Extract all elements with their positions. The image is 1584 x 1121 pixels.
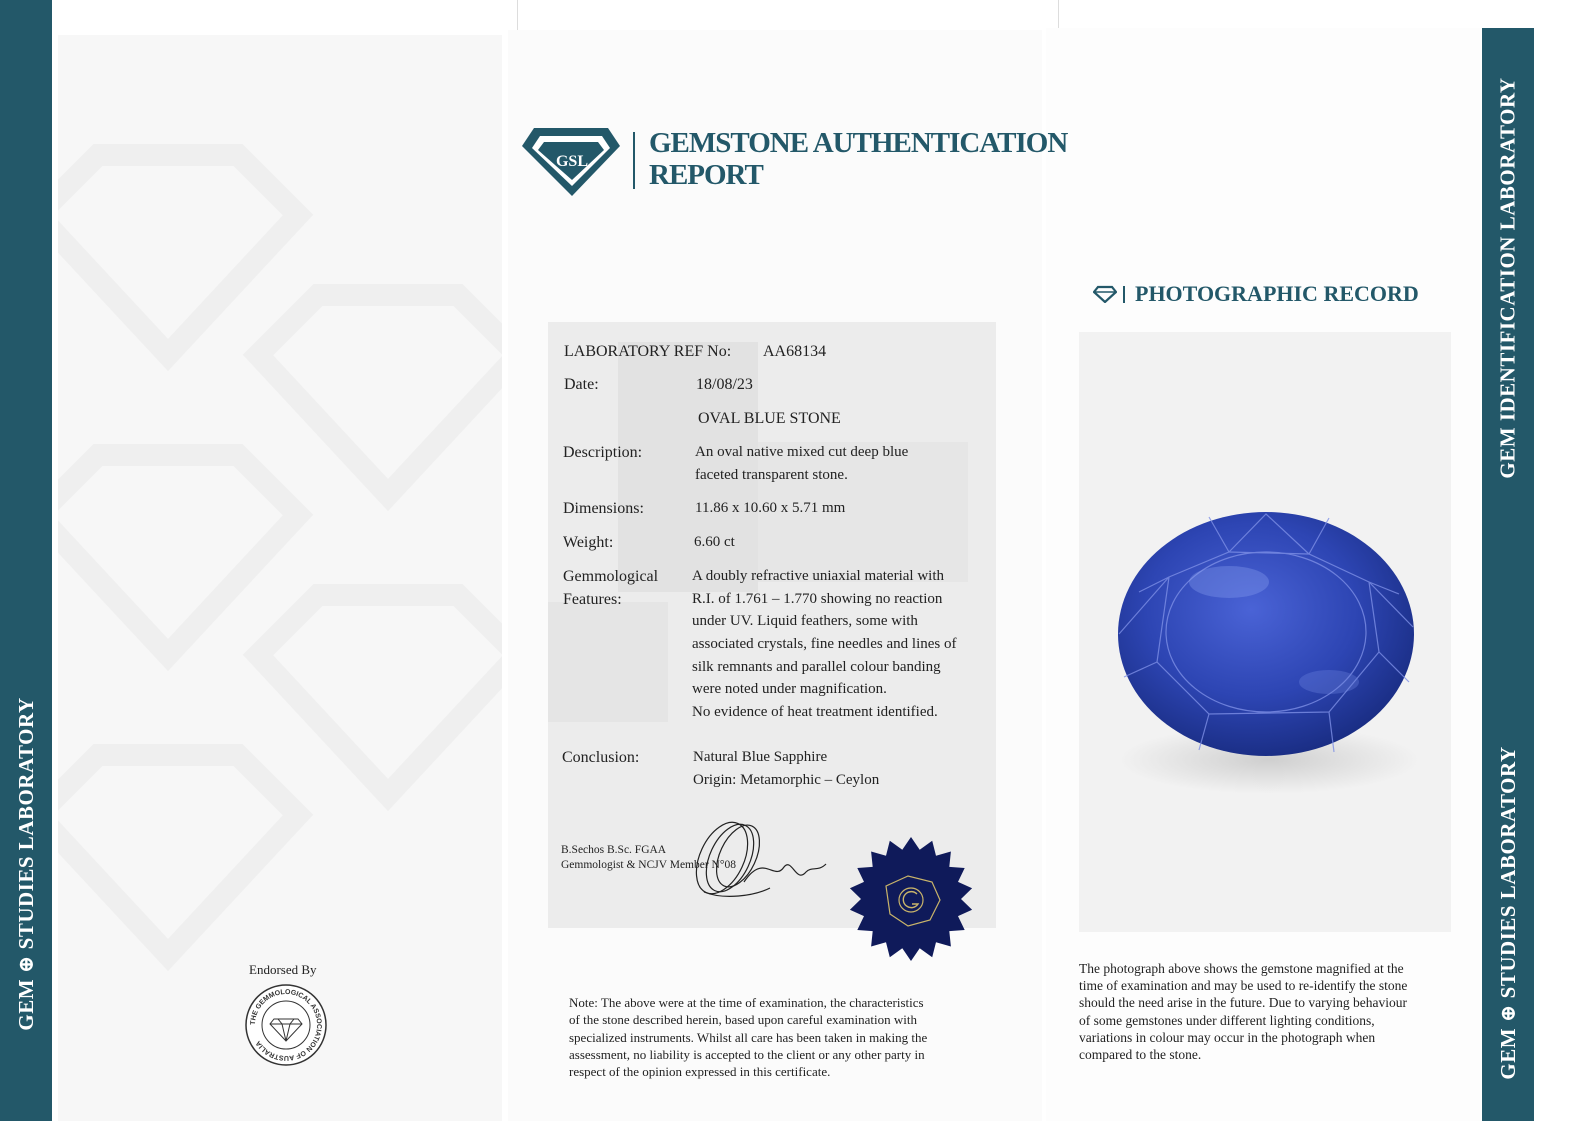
date-value: 18/08/23 bbox=[696, 376, 753, 393]
dimensions-value: 11.86 x 10.60 x 5.71 mm bbox=[695, 500, 846, 516]
features-line: under UV. Liquid feathers, some with bbox=[692, 613, 918, 629]
note-line: respect of the opinion expressed in this certificate. bbox=[569, 1064, 831, 1080]
caption-line: compared to the stone. bbox=[1079, 1047, 1202, 1063]
endorsed-label: Endorsed By bbox=[249, 962, 317, 977]
weight-label: Weight: bbox=[563, 534, 614, 551]
description-label: Description: bbox=[563, 444, 643, 461]
caption-line: variations in colour may occur in the photograph when bbox=[1079, 1029, 1376, 1045]
right-spine-text-bottom: GEM ⊕ STUDIES LABORATORY bbox=[1496, 746, 1520, 1080]
ref-value: AA68134 bbox=[763, 343, 827, 360]
report-title-line2: REPORT bbox=[649, 159, 763, 191]
left-spine-text: GEM ⊕ STUDIES LABORATORY bbox=[14, 697, 38, 1031]
sapphire-image bbox=[1079, 332, 1451, 932]
left-spine-band bbox=[0, 0, 52, 1121]
logo-text: GSL bbox=[555, 153, 589, 170]
photographic-record-heading: PHOTOGRAPHIC RECORD bbox=[1135, 281, 1419, 306]
watermark-pattern bbox=[58, 35, 502, 1121]
note-line: specialized instruments. Whilst all care has been taken in making the bbox=[569, 1029, 928, 1045]
gaa-seal-text: THE GEMMOLOGICAL ASSOCIATION OF AUSTRALIA bbox=[249, 988, 323, 1062]
stone-heading: OVAL BLUE STONE bbox=[698, 410, 841, 427]
photo-caption bbox=[1079, 960, 1463, 1063]
signatory-name: B.Sechos B.Sc. FGAA bbox=[561, 844, 667, 856]
features-line: associated crystals, fine needles and lines of bbox=[692, 636, 957, 652]
description-line: faceted transparent stone. bbox=[695, 467, 848, 483]
fold-line bbox=[517, 0, 518, 30]
gsl-diamond-logo-icon bbox=[520, 124, 622, 200]
fold-line bbox=[1058, 0, 1059, 28]
official-seal-icon bbox=[846, 834, 976, 964]
diamond-icon bbox=[1093, 285, 1117, 303]
caption-line: The photograph above shows the gemstone magnified at the bbox=[1079, 961, 1404, 976]
note-line: Note: The above were at the time of examination, the characteristics bbox=[569, 995, 924, 1010]
conclusion-label: Conclusion: bbox=[562, 749, 640, 766]
note-line: of the stone described herein, based upon careful examination with bbox=[569, 1012, 917, 1028]
report-title-line1: GEMSTONE AUTHENTICATION bbox=[649, 127, 1068, 159]
features-line: A doubly refractive uniaxial material with bbox=[692, 568, 944, 584]
disclaimer-note bbox=[569, 994, 992, 1080]
dimensions-label: Dimensions: bbox=[563, 500, 644, 517]
features-label: Gemmological bbox=[563, 568, 659, 585]
conclusion-line: Natural Blue Sapphire bbox=[693, 749, 828, 765]
ref-label: LABORATORY REF No: bbox=[564, 343, 732, 360]
caption-line: time of examination and may be used to re-identify the stone bbox=[1079, 978, 1408, 994]
signatory-title: Gemmologist & NCJV Member N°08 bbox=[561, 859, 736, 871]
features-label: Features: bbox=[563, 591, 622, 608]
features-line: silk remnants and parallel colour banding bbox=[692, 659, 941, 675]
date-label: Date: bbox=[564, 376, 599, 393]
features-line: were noted under magnification. bbox=[692, 681, 887, 697]
conclusion-line: Origin: Metamorphic – Ceylon bbox=[693, 772, 880, 788]
gemstone-photo bbox=[1079, 332, 1451, 932]
left-panel bbox=[58, 35, 502, 1121]
caption-line: should the need arise in the future. Due to varying behaviour bbox=[1079, 995, 1408, 1011]
title-divider bbox=[633, 132, 635, 189]
note-line: assessment, no liability is accepted to the client or any other party in bbox=[569, 1046, 925, 1062]
signature-image bbox=[684, 812, 834, 907]
right-spine-band bbox=[1482, 28, 1534, 1121]
weight-value: 6.60 ct bbox=[694, 534, 735, 550]
right-spine-text-top: GEM IDENTIFICATION LABORATORY bbox=[1495, 77, 1520, 479]
caption-line: of some gemstones under different lighting conditions, bbox=[1079, 1012, 1375, 1028]
features-line: R.I. of 1.761 – 1.770 showing no reaction bbox=[692, 591, 943, 607]
description-line: An oval native mixed cut deep blue bbox=[695, 444, 909, 460]
heading-divider bbox=[1123, 286, 1125, 303]
features-line: No evidence of heat treatment identified. bbox=[692, 704, 938, 720]
gaa-seal-icon bbox=[244, 983, 328, 1067]
